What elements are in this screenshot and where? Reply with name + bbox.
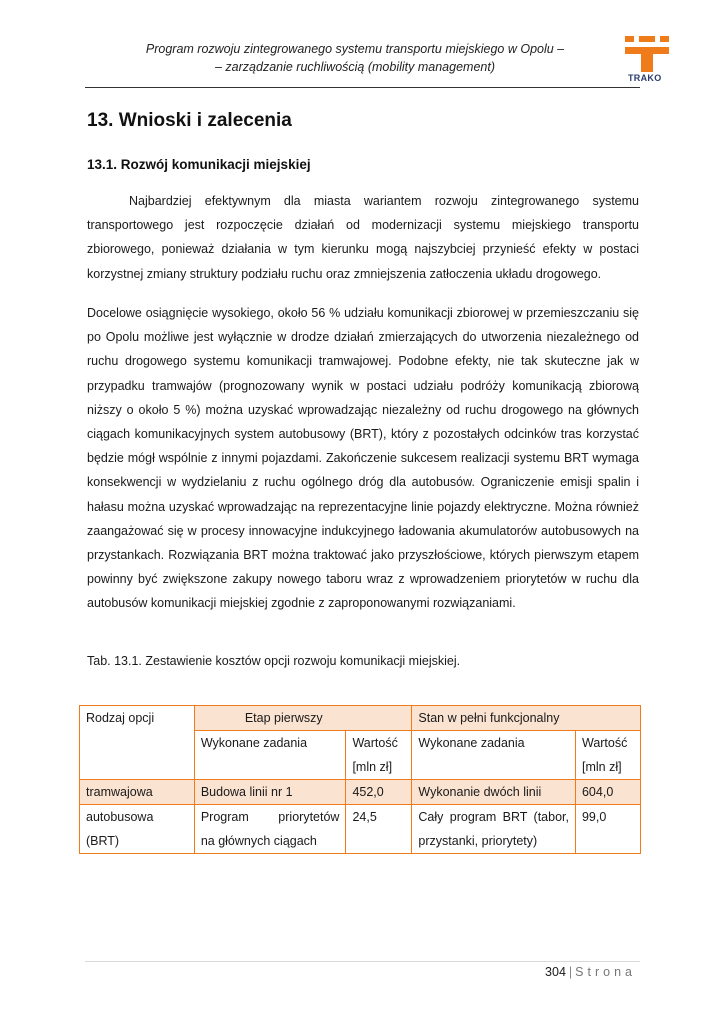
cell-stage2-tasks: Wykonanie dwóch linii xyxy=(412,780,576,805)
cell-stage1-tasks: Budowa linii nr 1 xyxy=(194,780,346,805)
header-line-2: – zarządzanie ruchliwością (mobility management) xyxy=(215,60,495,74)
cell-stage2-value: 99,0 xyxy=(575,805,640,854)
header-tasks-2: Wykonane zadania xyxy=(412,731,576,780)
logo-text: TRAKO xyxy=(628,73,662,83)
cell-stage2-tasks: Cały program BRT (tabor, przystanki, priorytety) xyxy=(412,805,576,854)
header-divider xyxy=(85,87,640,88)
subsection-title: 13.1. Rozwój komunikacji miejskiej xyxy=(87,157,311,172)
footer-separator: | xyxy=(568,965,573,979)
table-row xyxy=(80,805,641,854)
header-stage-1: Etap pierwszy xyxy=(194,706,412,731)
header-stage-2: Stan w pełni funkcjonalny xyxy=(412,706,641,731)
page-number: 304 xyxy=(545,965,566,979)
cell-stage1-value: 24,5 xyxy=(346,805,412,854)
header-tasks-1: Wykonane zadania xyxy=(194,731,346,780)
cell-stage2-value: 604,0 xyxy=(575,780,640,805)
paragraph-1: Najbardziej efektywnym dla miasta wariantem rozwoju zintegrowanego systemu transportowego jest rozpoczęcie działań od modernizacji systemu miejskiego transportu zbiorowego, ponieważ działania w tym kierunku mogą najszybciej przynieść efekty w postaci korzystnej zmiany struktury podziału ruchu oraz zmniejszenia zatłoczenia układu drogowego. xyxy=(87,194,639,281)
header-value-1: Wartość [mln zł] xyxy=(346,731,412,780)
section-title: 13. Wnioski i zalecenia xyxy=(87,110,292,131)
cell-option: autobusowa (BRT) xyxy=(80,805,195,854)
footer-label: Strona xyxy=(575,965,636,979)
table-row xyxy=(80,780,641,805)
header-line-1: Program rozwoju zintegrowanego systemu transportu miejskiego w Opolu – xyxy=(145,42,565,56)
page-footer xyxy=(400,964,636,980)
cell-stage1-value: 452,0 xyxy=(346,780,412,805)
cost-table xyxy=(79,705,641,854)
running-header xyxy=(120,40,590,76)
paragraph-2: Docelowe osiągnięcie wysokiego, około 56 % udziału komunikacji zbiorowej w przemieszczaniu się po Opolu możliwe jest wyłącznie w drodze działań zmierzających do utworzenia niezależnego od ruchu drogowego systemu komunikacji tramwajowej. Podobne efekty, nie tak skuteczne jak w przypadku tramwajów (prognozowany wynik w postaci udziału podróży komunikacją zbiorową niższy o około 5 %) można uzyskać wprowadzając niezależny od ruchu drogowego na głównych ciągach komunikacyjnych system autobusowy (BRT), który z pozostałych odcinków tras korzystać będzie mógł wspólnie z innymi pojazdami. Zakończenie sukcesem realizacji systemu BRT wymaga konsekwencji w wydzielaniu z ruchu ogólnego dróg dla autobusów. Ograniczenie emisji spalin i hałasu można uzyskać wprowadzając na reprezentacyjne linie pojazdy elektryczne. Można również zaangażować się w procesy innowacyjne indukcyjnego ładowania akumulatorów autobusowych na przystankach. Rozwiązania BRT można traktować jako przyszłościowe, których pierwszym etapem powinny być zwiększone zakupy nowego taboru wraz z wprowadzeniem priorytetów w ruchu dla autobusów komunikacji miejskiej zgodnie z zaproponowanymi rozwiązaniami. xyxy=(87,306,639,611)
cell-stage1-tasks: Program priorytetów na głównych ciągach xyxy=(194,805,346,854)
cell-option: tramwajowa xyxy=(80,780,195,805)
footer-divider xyxy=(85,961,640,962)
header-option: Rodzaj opcji xyxy=(80,706,195,780)
table-caption: Tab. 13.1. Zestawienie kosztów opcji rozwoju komunikacji miejskiej. xyxy=(87,654,461,668)
header-value-2: Wartość [mln zł] xyxy=(575,731,640,780)
table-header-row xyxy=(80,706,641,731)
